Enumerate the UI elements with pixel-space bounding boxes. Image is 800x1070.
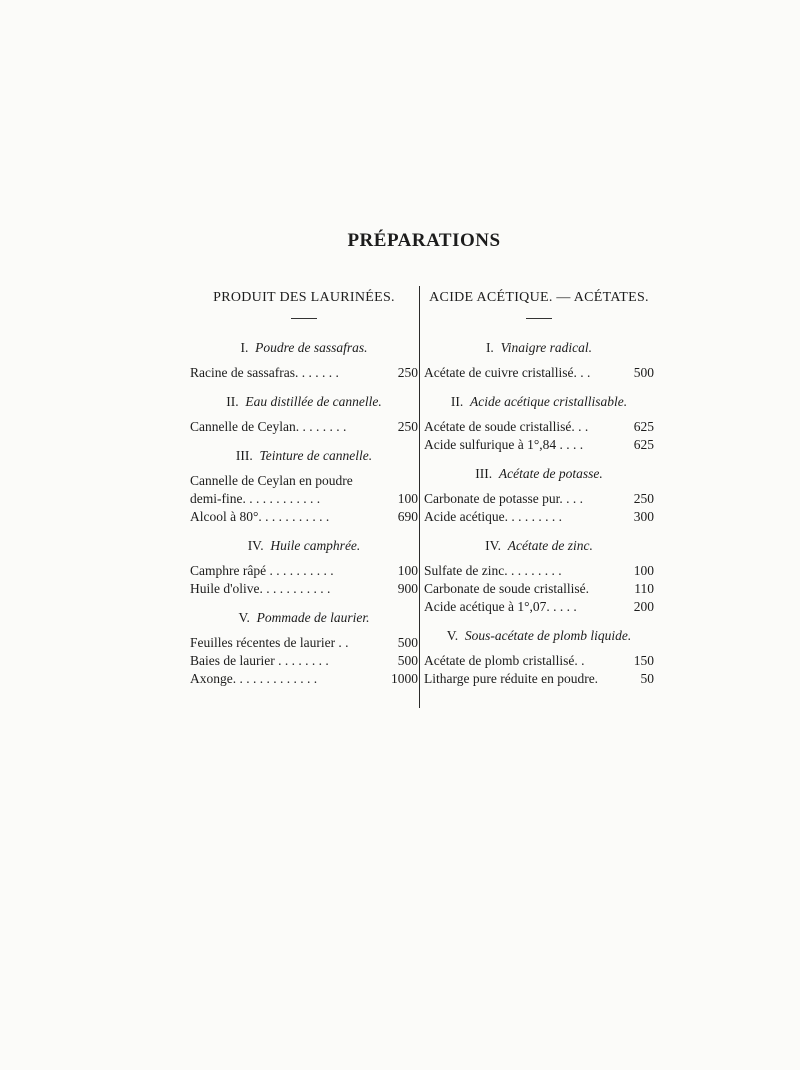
left-section (190, 393, 418, 436)
section-title (424, 393, 654, 411)
ingredient-name: Axonge. . . . . . . . . . . . . (190, 671, 318, 686)
section-title (190, 609, 418, 627)
ingredient-quantity: 200 (633, 599, 654, 614)
section-number: V. (238, 610, 250, 625)
ingredient-row (424, 418, 654, 436)
right-column-heading: ACIDE ACÉTIQUE. — ACÉTATES. (429, 290, 649, 305)
ingredient-quantity: 50 (640, 671, 654, 686)
ingredient-quantity: 150 (633, 653, 654, 668)
ingredient-row (424, 562, 654, 580)
ingredient-name: Huile d'olive. . . . . . . . . . . (190, 581, 331, 596)
ingredient-name: Baies de laurier . . . . . . . . (190, 653, 329, 668)
section-title (424, 339, 654, 357)
ingredient-row (190, 508, 418, 526)
section-title (190, 339, 418, 357)
ingredient-name: Acide acétique à 1°,07. . . . . (424, 599, 577, 614)
left-section (190, 339, 418, 382)
ingredient-quantity: 100 (397, 491, 418, 506)
section-number: IV. (247, 538, 264, 553)
section-title (190, 537, 418, 555)
ingredient-row (424, 490, 654, 508)
section-title-text: Teinture de cannelle. (259, 448, 373, 463)
ingredient-quantity: 100 (633, 563, 654, 578)
ingredient-quantity: 625 (633, 437, 654, 452)
ingredient-row (190, 490, 418, 508)
ingredient-row (190, 562, 418, 580)
ingredient-row (190, 652, 418, 670)
ingredient-quantity: 500 (397, 635, 418, 650)
section-number: IV. (485, 538, 502, 553)
right-column (424, 288, 654, 699)
ingredient-row (424, 652, 654, 670)
left-sections (190, 339, 418, 688)
section-number: III. (235, 448, 253, 463)
ingredient-row (424, 436, 654, 454)
ingredient-quantity: 250 (397, 419, 418, 434)
page-title: PRÉPARATIONS (347, 230, 501, 251)
ingredient-quantity: 690 (397, 509, 418, 524)
ingredient-quantity: 625 (633, 419, 654, 434)
right-section (424, 537, 654, 616)
right-section (424, 465, 654, 526)
section-title-text: Vinaigre radical. (500, 340, 593, 355)
left-column-heading: PRODUIT DES LAURINÉES. (213, 290, 395, 305)
ingredient-name: Litharge pure réduite en poudre. (424, 671, 599, 686)
ingredient-name: Acétate de cuivre cristallisé. . . (424, 365, 591, 380)
ingredient-row (190, 472, 418, 490)
right-section (424, 339, 654, 382)
ingredient-name: Cannelle de Ceylan en poudre (190, 473, 353, 488)
ingredient-row (190, 580, 418, 598)
ingredient-row (424, 598, 654, 616)
ingredient-quantity: 250 (633, 491, 654, 506)
section-title (190, 393, 418, 411)
right-sections (424, 339, 654, 688)
ingredient-row (190, 418, 418, 436)
ingredient-row (190, 364, 418, 382)
ingredient-row (190, 670, 418, 688)
left-section (190, 609, 418, 688)
section-title-text: Eau distillée de cannelle. (245, 394, 382, 409)
right-heading-rule (526, 318, 552, 319)
left-column (190, 288, 418, 699)
ingredient-name: Camphre râpé . . . . . . . . . . (190, 563, 334, 578)
ingredient-quantity: 500 (633, 365, 654, 380)
ingredient-quantity: 300 (633, 509, 654, 524)
ingredient-name: Cannelle de Ceylan. . . . . . . . (190, 419, 347, 434)
section-title-text: Acétate de potasse. (498, 466, 603, 481)
section-number: III. (475, 466, 493, 481)
ingredient-name: Acétate de soude cristallisé. . . (424, 419, 589, 434)
section-title (424, 627, 654, 645)
ingredient-quantity: 1000 (391, 671, 418, 686)
ingredient-row (424, 364, 654, 382)
ingredient-quantity: 500 (397, 653, 418, 668)
section-number: I. (240, 340, 249, 355)
section-title-text: Sous-acétate de plomb liquide. (464, 628, 632, 643)
section-number: I. (485, 340, 494, 355)
ingredient-quantity: 100 (397, 563, 418, 578)
ingredient-row (424, 580, 654, 598)
ingredient-name: Feuilles récentes de laurier . . (190, 635, 349, 650)
ingredient-quantity: 900 (397, 581, 418, 596)
ingredient-name: Carbonate de potasse pur. . . . (424, 491, 583, 506)
right-section (424, 393, 654, 454)
ingredient-row (424, 670, 654, 688)
section-number: V. (446, 628, 459, 643)
ingredient-name: Carbonate de soude cristallisé. (424, 581, 589, 596)
section-title-text: Pommade de laurier. (256, 610, 370, 625)
section-number: II. (226, 394, 239, 409)
ingredient-name: Sulfate de zinc. . . . . . . . . (424, 563, 562, 578)
section-title-text: Huile camphrée. (270, 538, 361, 553)
section-title-text: Acide acétique cristallisable. (470, 394, 628, 409)
ingredient-row (424, 508, 654, 526)
ingredient-name: Racine de sassafras. . . . . . . (190, 365, 339, 380)
ingredient-name: demi-fine. . . . . . . . . . . . (190, 491, 321, 506)
ingredient-quantity: 110 (634, 581, 654, 596)
section-title (424, 465, 654, 483)
left-section (190, 537, 418, 598)
section-number: II. (450, 394, 464, 409)
section-title-text: Acétate de zinc. (507, 538, 593, 553)
column-divider (419, 286, 420, 708)
ingredient-name: Acétate de plomb cristallisé. . (424, 653, 585, 668)
section-title (190, 447, 418, 465)
left-section (190, 447, 418, 526)
ingredient-quantity: 250 (397, 365, 418, 380)
section-title (424, 537, 654, 555)
ingredient-name: Acide sulfurique à 1°,84 . . . . (424, 437, 584, 452)
section-title-text: Poudre de sassafras. (255, 340, 368, 355)
ingredient-name: Acide acétique. . . . . . . . . (424, 509, 562, 524)
left-heading-rule (291, 318, 317, 319)
ingredient-row (190, 634, 418, 652)
ingredient-name: Alcool à 80°. . . . . . . . . . . (190, 509, 330, 524)
right-section (424, 627, 654, 688)
